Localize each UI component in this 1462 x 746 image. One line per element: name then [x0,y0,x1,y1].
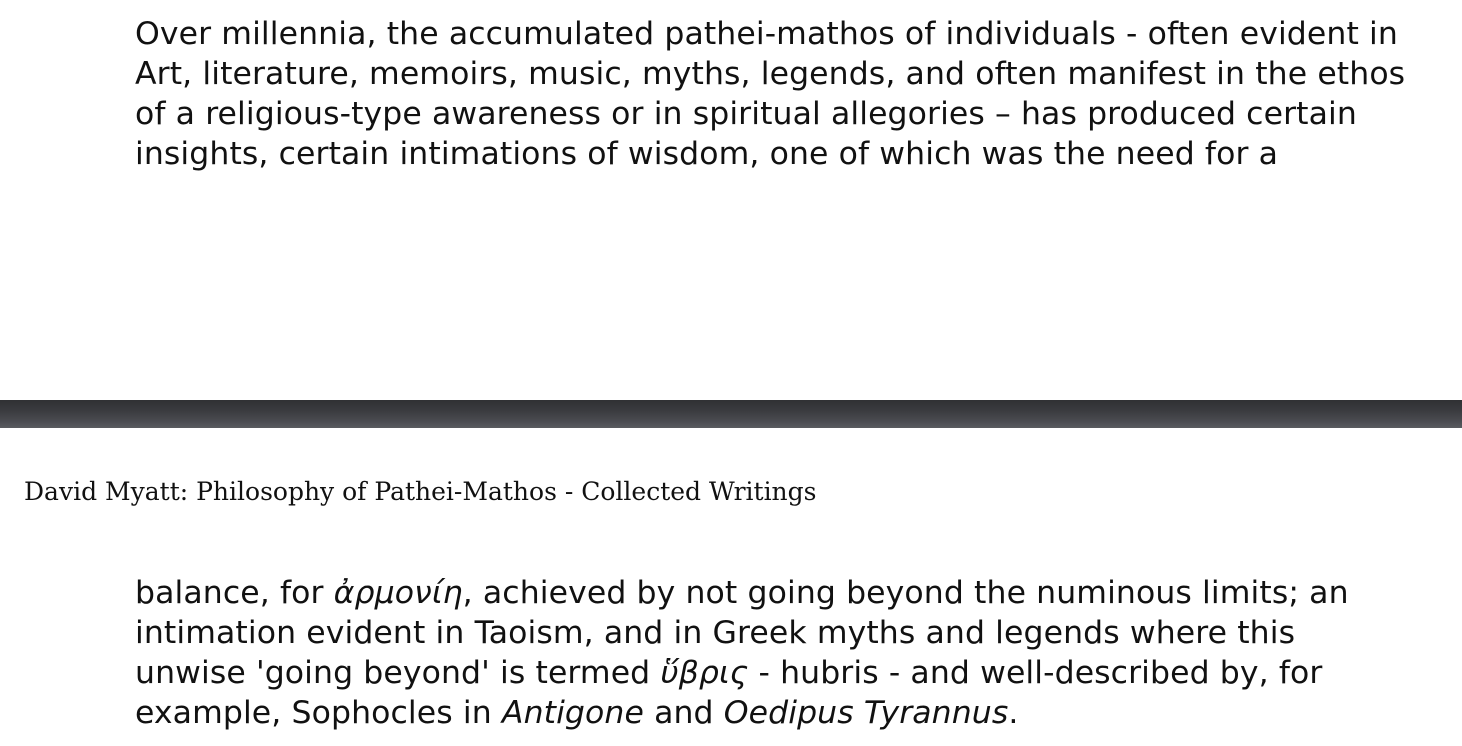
greek-word-harmonie: ἀρμονίη [333,575,463,611]
text-line: Over millennia, the accumulated pathei-mathos of individuals - often evident in [135,16,1398,52]
text-line [135,693,1445,733]
text-run: unwise 'going beyond' is termed [135,655,661,691]
text-run: . [1008,695,1019,731]
text-run: , achieved by not going beyond the numinous limits; an [462,575,1349,611]
text-run: example, Sophocles in [135,695,502,731]
text-line: insights, certain intimations of wisdom, one of which was the need for a [135,136,1279,172]
text-line: intimation evident in Taoism, and in Greek myths and legends where this [135,615,1296,651]
page-bottom [0,428,1462,746]
page-separator [0,400,1462,428]
work-title-antigone: Antigone [501,695,644,731]
text-line [135,653,1445,693]
text-run: and [643,695,724,731]
text-run: balance, for [135,575,334,611]
text-line: of a religious-type awareness or in spiritual allegories – has produced certain [135,96,1357,132]
greek-word-hubris: ὕβρις [660,655,749,691]
text-line [135,573,1445,613]
page-bottom-paragraph [135,573,1445,733]
work-title-oedipus-tyrannus: Oedipus Tyrannus [723,695,1009,731]
text-run: - hubris - and well-described by, for [748,655,1323,691]
page-top-paragraph [135,14,1445,174]
text-line: Art, literature, memoirs, music, myths, legends, and often manifest in the ethos [135,56,1406,92]
running-header: David Myatt: Philosophy of Pathei-Mathos - Collected Writings [24,477,817,506]
